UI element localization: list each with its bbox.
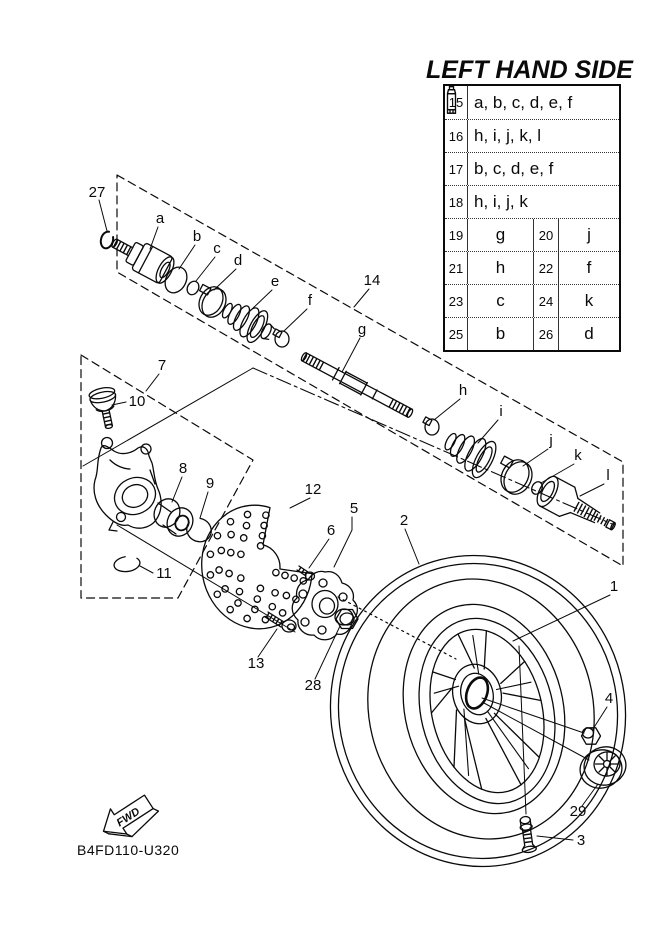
hub-nut-28	[335, 609, 358, 629]
callout-9: 9	[205, 475, 215, 492]
row-letter: f	[586, 258, 592, 277]
row-number: 18	[445, 186, 468, 218]
fwd-label: FWD	[114, 805, 143, 830]
row-letter: c	[468, 285, 534, 317]
row-number: 15	[445, 86, 468, 119]
drive-shaft-g	[299, 350, 415, 420]
letter-c: c	[213, 240, 221, 257]
grease-tube-icon	[445, 86, 458, 114]
row-letter: d	[584, 324, 594, 343]
table-row-17	[445, 152, 619, 185]
row-number: 17	[445, 153, 468, 185]
letter-a: a	[155, 210, 165, 227]
table-row-16	[445, 119, 619, 152]
callout-1: 1	[609, 578, 619, 595]
callout-5: 5	[349, 500, 359, 517]
ball-joint-10	[88, 386, 122, 431]
steering-knuckle	[94, 438, 162, 532]
callout-10: 10	[128, 393, 146, 410]
row-letter: k	[584, 291, 594, 310]
row-number: 22	[534, 252, 559, 284]
letter-f: f	[307, 292, 313, 309]
letter-j: j	[549, 432, 553, 449]
callout-14: 14	[363, 272, 381, 289]
boot-clamp-h	[423, 417, 439, 435]
callout-2: 2	[399, 512, 409, 529]
callout-28: 28	[304, 677, 322, 694]
callout-13: 13	[247, 655, 265, 672]
row-number: 20	[534, 219, 559, 251]
boot-clamp-d	[194, 283, 231, 322]
callout-3: 3	[576, 832, 586, 849]
seal-ring-b	[161, 263, 191, 296]
row-number: 16	[445, 120, 468, 152]
row-letter: g	[468, 219, 534, 251]
lubrication-reference-table	[443, 84, 621, 352]
row-letters	[468, 153, 619, 185]
wheel-rim-1	[400, 604, 574, 818]
callout-8: 8	[178, 460, 188, 477]
callout-12: 12	[304, 481, 322, 498]
boot-clamp-j	[496, 455, 538, 499]
wheel-bearing-8	[150, 495, 198, 541]
table-row-19-20	[445, 218, 619, 251]
table-row-25-26	[445, 317, 619, 350]
callout-7: 7	[157, 357, 167, 374]
boot-clamp-f	[273, 329, 289, 347]
row-number: 21	[445, 252, 468, 284]
row-letters	[468, 86, 619, 119]
letters-text: h, i, j, k, l	[474, 126, 542, 145]
row-number: 26	[534, 318, 559, 350]
row-number: 23	[445, 285, 468, 317]
assembly-axis-lines	[83, 368, 612, 814]
callout-29: 29	[569, 803, 587, 820]
letter-d: d	[233, 252, 243, 269]
letter-l: l	[606, 467, 610, 484]
callout-6: 6	[326, 522, 336, 539]
letter-i: i	[499, 403, 503, 420]
letters-text: h, i, j, k	[474, 192, 528, 211]
circlip-11	[113, 555, 141, 573]
row-number: 19	[445, 219, 468, 251]
table-row-18	[445, 185, 619, 218]
row-number: 25	[445, 318, 468, 350]
row-letter: b	[468, 318, 534, 350]
guard-holes	[207, 511, 306, 623]
letters-text: b, c, d, e, f	[474, 159, 554, 178]
row-letters	[468, 120, 619, 152]
row-letter: h	[468, 252, 534, 284]
ring-c	[185, 279, 201, 297]
cv-boot-i	[438, 422, 501, 481]
table-row-21-22	[445, 251, 619, 284]
row-letter: j	[587, 225, 591, 244]
page-title: LEFT HAND SIDE	[426, 56, 633, 84]
fwd-arrow	[95, 788, 162, 848]
letter-b: b	[192, 228, 202, 245]
wheel-spokes	[431, 631, 541, 789]
letter-k: k	[574, 447, 582, 464]
letter-h: h	[458, 382, 468, 399]
letters-text: a, b, c, d, e, f	[474, 92, 573, 112]
lug-nut-4	[582, 728, 601, 744]
table-row-15	[445, 86, 619, 119]
row-letters	[468, 186, 619, 218]
letter-e: e	[270, 273, 280, 290]
row-number: 24	[534, 285, 559, 317]
table-row-23-24	[445, 284, 619, 317]
callout-27: 27	[88, 184, 106, 201]
letter-g: g	[357, 321, 367, 338]
callout-4: 4	[604, 690, 614, 707]
drawing-code: B4FD110-U320	[77, 842, 180, 858]
callout-11: 11	[156, 565, 172, 582]
